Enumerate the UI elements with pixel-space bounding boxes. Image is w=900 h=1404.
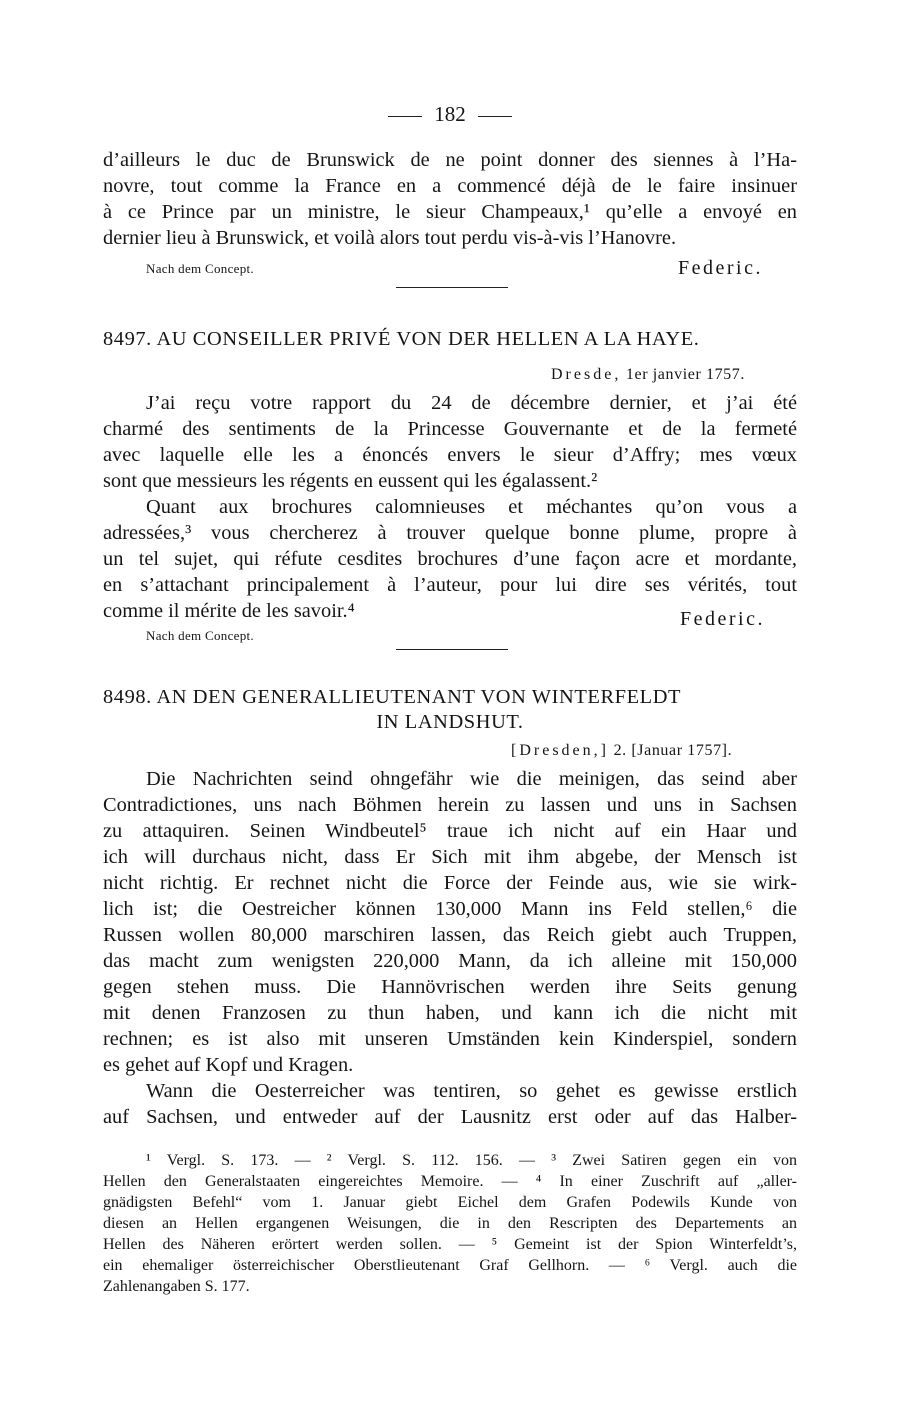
signature: Federic.	[678, 257, 763, 279]
date-place: Dresde,	[551, 366, 622, 383]
text-line: novre, tout comme la France en a commencé déjà de le faire insinuer	[103, 175, 797, 197]
text-line: lich ist; die Oestreicher können 130,000 Mann ins Feld stellen,⁶ die	[103, 898, 797, 920]
footnote-line: Hellen des Näheren erörtert werden sollen. — ⁵ Gemeint ist der Spion Winterfeldt’s,	[103, 1236, 797, 1253]
letter-date	[551, 366, 745, 384]
source-note: Nach dem Concept.	[146, 628, 254, 643]
text-line: Die Nachrichten seind ohngefähr wie die meinigen, das seind aber	[146, 768, 797, 790]
text-line: das macht zum wenigsten 220,000 Mann, da ich alleine mit 150,000	[103, 950, 797, 972]
date-place: [Dresden,]	[511, 742, 609, 759]
text-line: sont que messieurs les régents en eussent qui les égalassent.²	[103, 470, 598, 492]
separator-rule	[396, 287, 508, 288]
letter-heading-place: IN LANDSHUT.	[376, 711, 524, 733]
letter-heading: 8497. AU CONSEILLER PRIVÉ VON DER HELLEN A LA HAYE.	[103, 328, 700, 350]
text-line: un tel sujet, qui réfute cesdites brochures d’une façon acre et mordante,	[103, 548, 797, 570]
source-note: Nach dem Concept.	[146, 261, 254, 276]
footnote-line: Hellen den Generalstaaten eingereichtes Memoire. — ⁴ In einer Zuschrift auf „aller-	[103, 1173, 797, 1190]
text-line: mit denen Franzosen zu thun haben, und kann ich die nicht mit	[103, 1002, 797, 1024]
signature: Federic.	[680, 608, 765, 630]
header-dash-left	[388, 116, 422, 117]
text-line: es gehet auf Kopf und Kragen.	[103, 1054, 354, 1076]
text-line: adressées,³ vous chercherez à trouver quelque bonne plume, propre à	[103, 522, 797, 544]
text-line: gegen stehen muss. Die Hannövrischen werden ihre Seits genung	[103, 976, 797, 998]
page-number-header	[0, 102, 900, 127]
footnote-line: gnädigsten Befehl“ vom 1. Januar giebt Eichel dem Grafen Podewils Kunde von	[103, 1194, 797, 1211]
footnote-line: Zahlenangaben S. 177.	[103, 1278, 250, 1295]
text-line: auf Sachsen, und entweder auf der Lausnitz erst oder auf das Halber-	[103, 1106, 797, 1128]
page-number: 182	[434, 102, 466, 126]
footnote-line: ein ehemaliger österreichischer Oberstlieutenant Graf Gellhorn. — ⁶ Vergl. auch die	[103, 1257, 797, 1274]
letter-heading: 8498. AN DEN GENERALLIEUTENANT VON WINTERFELDT	[103, 686, 682, 708]
text-line: comme il mérite de les savoir.⁴	[103, 600, 355, 622]
date-day: 2. [Januar 1757].	[613, 742, 733, 759]
footnote-line: ¹ Vergl. S. 173. — ² Vergl. S. 112. 156. — ³ Zwei Satiren gegen ein von	[146, 1152, 797, 1169]
header-dash-right	[478, 116, 512, 117]
text-line: charmé des sentiments de la Princesse Gouvernante et de la fermeté	[103, 418, 797, 440]
separator-rule	[396, 649, 508, 650]
text-line: Quant aux brochures calomnieuses et méchantes qu’on vous a	[146, 496, 797, 518]
text-line: rechnen; es ist also mit unseren Umständen kein Kinderspiel, sondern	[103, 1028, 797, 1050]
text-line: avec laquelle elle les a énoncés envers le sieur d’Affry; mes vœux	[103, 444, 797, 466]
text-line: Contradictiones, uns nach Böhmen herein zu lassen und uns in Sachsen	[103, 794, 797, 816]
text-line: Russen wollen 80,000 marschiren lassen, das Reich giebt auch Truppen,	[103, 924, 797, 946]
letter-date	[511, 742, 732, 760]
text-line: Wann die Oesterreicher was tentiren, so gehet es gewisse erstlich	[146, 1080, 797, 1102]
footnote-line: diesen an Hellen ergangenen Weisungen, die in den Rescripten des Departements an	[103, 1215, 797, 1232]
date-day: 1er janvier 1757.	[625, 366, 745, 383]
text-line: en s’attachant principalement à l’auteur, pour lui dire ses vérités, tout	[103, 574, 797, 596]
text-line: d’ailleurs le duc de Brunswick de ne point donner des siennes à l’Ha-	[103, 149, 797, 171]
text-line: nicht richtig. Er rechnet nicht die Force der Feinde aus, wie sie wirk-	[103, 872, 797, 894]
text-line: J’ai reçu votre rapport du 24 de décembre dernier, et j’ai été	[146, 392, 797, 414]
text-line: ich will durchaus nicht, dass Er Sich mit ihm abgebe, der Mensch ist	[103, 846, 797, 868]
text-line: dernier lieu à Brunswick, et voilà alors tout perdu vis-à-vis l’Hanovre.	[103, 227, 677, 249]
text-line: zu attaquiren. Seinen Windbeutel⁵ traue ich nicht auf ein Haar und	[103, 820, 797, 842]
text-line: à ce Prince par un ministre, le sieur Champeaux,¹ qu’elle a envoyé en	[103, 201, 797, 223]
